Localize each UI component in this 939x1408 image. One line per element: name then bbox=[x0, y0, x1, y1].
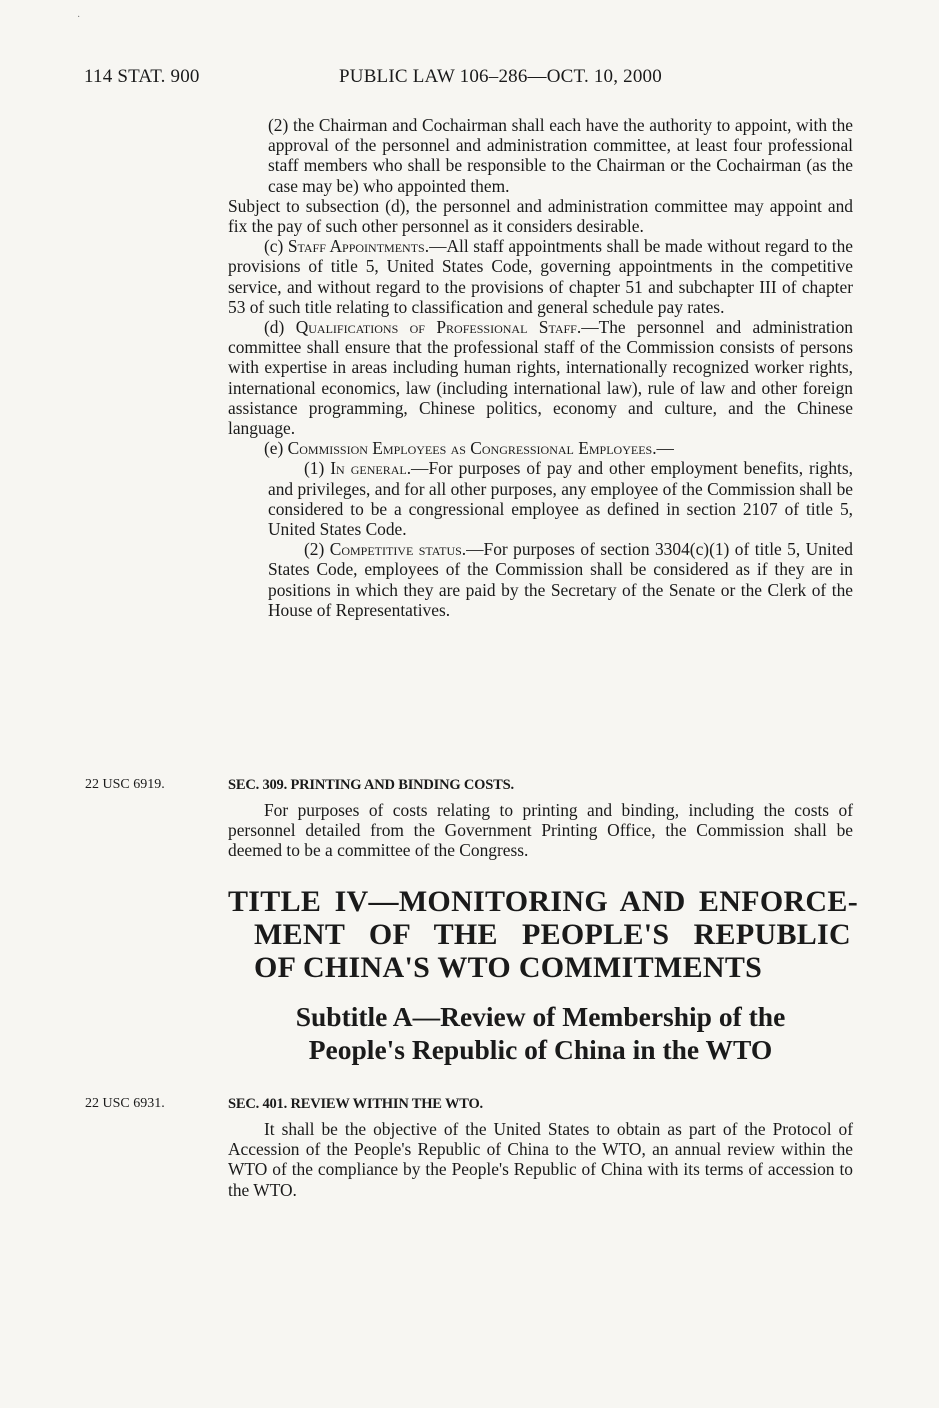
section-401-text: It shall be the objective of the United States to obtain as part of the Protocol of Accession of the People's Republic of China to the WTO, an annual review within the WTO of the compliance by the People's Republic of China with its terms of accession to the WTO. bbox=[228, 1119, 853, 1200]
subtitle-a-heading bbox=[228, 1000, 853, 1066]
margin-note-sec-401: 22 USC 6931. bbox=[85, 1096, 165, 1111]
paragraph-subject-to: Subject to subsection (d), the personnel and administration committee may appoint and fix the pay of such other personnel as it considers desirable. bbox=[228, 195, 853, 237]
subsection-c-heading: Staff Appointments. bbox=[287, 236, 430, 257]
subsection-d-heading: Qualifications of Professional Staff. bbox=[295, 317, 582, 338]
section-309-heading: SEC. 309. PRINTING AND BINDING COSTS. bbox=[228, 777, 514, 793]
section-309-text: For purposes of costs relating to printing and binding, including the costs of personnel detailed from the Government Printing Office, the Commission shall be deemed to be a committee of the Congress. bbox=[228, 800, 853, 861]
subsection-d bbox=[228, 317, 853, 438]
subtitle-a-line-1: Subtitle A—Review of Membership of the bbox=[295, 1001, 786, 1032]
scan-speck: · bbox=[77, 12, 81, 23]
title-iv-line-2: MENT OF THE PEOPLE'S REPUBLIC bbox=[254, 918, 851, 951]
subsection-d-label: (d) bbox=[264, 317, 296, 338]
subsection-e-1-text: —For purposes of pay and other employment benefits, rights, and privileges, and for all other purposes, any employee of the Commission shall be considered to be a congressional employee as defined in section 2107 of title 5, United States Code. bbox=[268, 458, 853, 540]
subsection-c-label: (c) bbox=[264, 236, 288, 257]
title-iv-line-3: OF CHINA'S WTO COMMITMENTS bbox=[254, 951, 763, 984]
subsection-e-label: (e) bbox=[264, 438, 288, 459]
page-header bbox=[84, 66, 855, 96]
section-401-heading: SEC. 401. REVIEW WITHIN THE WTO. bbox=[228, 1096, 483, 1112]
subsection-e-2 bbox=[228, 539, 853, 620]
subsection-c bbox=[228, 236, 853, 317]
subsection-e-1 bbox=[228, 458, 853, 539]
subsection-c-text: —All staff appointments shall be made without regard to the provisions of title 5, United States Code, governing appointments in the competitive service, and without regard to the provisions of chapter 51 and subchapter III of chapter 53 of such title relating to classification and general schedule pay rates. bbox=[228, 236, 853, 317]
subsection-e-heading: Commission Employees as Congressional Employees. bbox=[287, 438, 657, 459]
subsection-e-2-text: —For purposes of section 3304(c)(1) of title 5, United States Code, employees of the Commission shall be considered as if they are in positions in which they are paid by the Secretary of the Senate or the Clerk of the House of Representatives. bbox=[268, 539, 853, 620]
subsection-e bbox=[228, 438, 853, 458]
title-iv-line-1: TITLE IV—MONITORING AND ENFORCE- bbox=[228, 885, 858, 918]
subtitle-a-line-2: People's Republic of China in the WTO bbox=[308, 1034, 773, 1065]
margin-note-sec-309: 22 USC 6919. bbox=[85, 777, 165, 792]
section-308-continuation bbox=[228, 115, 853, 620]
subsection-d-text: —The personnel and administration committee shall ensure that the professional staff of the Commission consists of persons with expertise in areas including human rights, internationally recognized worker rights, international economics, law (including international law), rule of law and other foreign assistance programming, Chinese politics, economy and culture, and the Chinese language. bbox=[228, 317, 853, 439]
subsection-e-2-label: (2) bbox=[304, 539, 330, 560]
subsection-e-dash: — bbox=[656, 438, 674, 459]
title-iv-heading bbox=[228, 885, 858, 984]
section-309-body bbox=[228, 800, 853, 861]
section-401-body bbox=[228, 1119, 853, 1200]
subsection-e-2-heading: Competitive status. bbox=[329, 539, 467, 560]
paragraph-b-2: (2) the Chairman and Cochairman shall each have the authority to appoint, with the approval of the personnel and administration committee, at least four professional staff members who shall be responsible to the Chairman or the Cochairman (as the case may be) who appointed them. bbox=[268, 115, 853, 196]
subsection-e-1-label: (1) bbox=[304, 458, 331, 479]
statute-page-number: 114 STAT. 900 bbox=[84, 66, 200, 87]
public-law-running-head: PUBLIC LAW 106–286—OCT. 10, 2000 bbox=[339, 66, 662, 87]
subsection-e-1-heading: In general. bbox=[330, 458, 412, 479]
